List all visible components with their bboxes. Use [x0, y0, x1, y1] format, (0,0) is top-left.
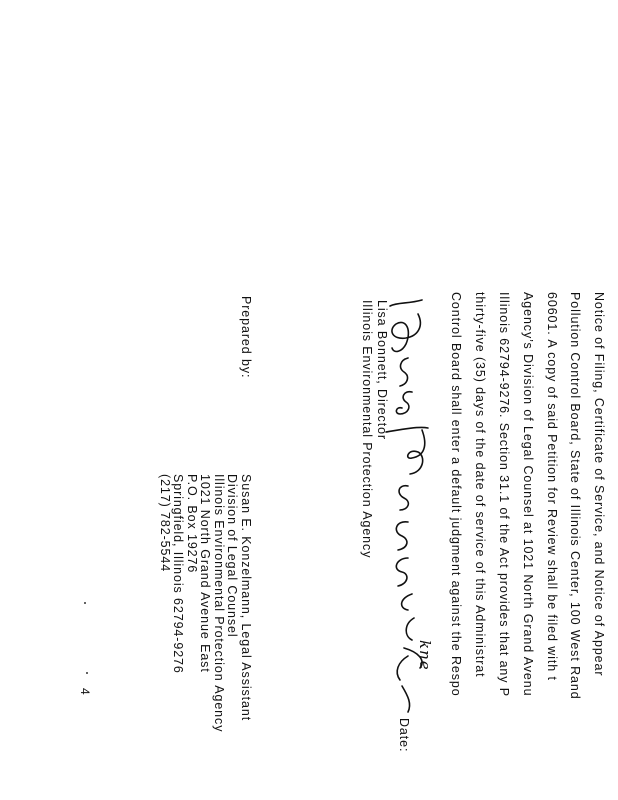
body-line-1: Notice of Filing, Certificate of Service, and Notice of Appear	[592, 292, 606, 677]
preparer-line-4: 1021 North Grand Avenue East	[198, 474, 212, 673]
signatory-name: Lisa Bonnett, Director	[375, 300, 389, 440]
signatory-agency: Illinois Environmental Protection Agency	[360, 300, 374, 559]
body-line-7: Control Board shall enter a default judgment against the Respo	[449, 292, 463, 697]
preparer-line-2: Division of Legal Counsel	[225, 474, 239, 638]
preparer-line-6: Springfield, Illinois 62794-9276	[171, 474, 185, 674]
signature-initials: kne	[416, 640, 434, 671]
prepared-by-label: Prepared by:	[239, 296, 253, 379]
body-line-5: Illinois 62794-9276. Section 31.1 of the Act provides that any P	[497, 292, 511, 698]
scan-speck	[84, 602, 86, 604]
preparer-line-1: Susan E. Konzelmann, Legal Assistant	[239, 474, 253, 722]
preparer-line-3: Illinois Environmental Protection Agency	[212, 474, 226, 733]
preparer-line-7: (217) 782-5544	[158, 474, 172, 573]
body-line-4: Agency’s Division of Legal Counsel at 1021 North Grand Avenu	[521, 292, 535, 697]
date-label: Date:	[397, 718, 411, 753]
page-number: 4	[78, 688, 92, 695]
scan-speck	[86, 672, 88, 674]
body-line-3: 60601. A copy of said Petition for Review shall be filed with t	[545, 292, 559, 681]
body-line-6: thirty-five (35) days of the date of service of this Administrat	[473, 292, 487, 678]
body-line-2: Pollution Control Board, State of Illinois Center, 100 West Rand	[568, 292, 582, 700]
preparer-line-5: P.O. Box 19276	[185, 474, 199, 574]
